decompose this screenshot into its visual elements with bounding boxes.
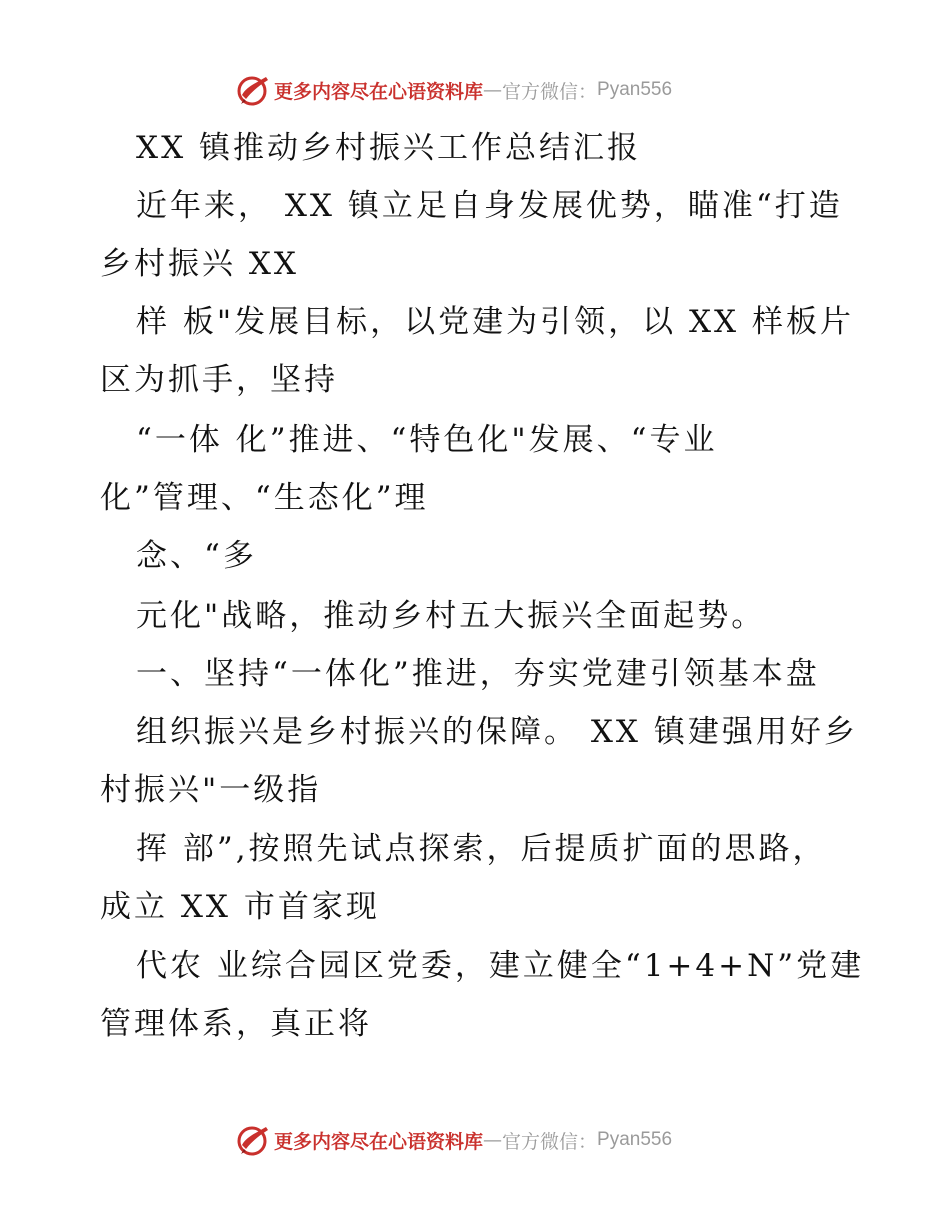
pen-logo-icon bbox=[236, 1123, 270, 1157]
text-line: “一体 化”推进、“特色化"发展、“专业 bbox=[136, 422, 718, 458]
section-heading: 一、坚持“一体化”推进，夯实党建引领基本盘 bbox=[136, 656, 820, 692]
text-line: 组织振兴是乡村振兴的保障。 XX 镇建强用好乡 bbox=[136, 714, 858, 750]
text-line: 成立 XX 市首家现 bbox=[100, 889, 380, 925]
text-line: 念、“多 bbox=[136, 538, 257, 574]
text-line: 近年来， XX 镇立足自身发展优势，瞄准“打造 bbox=[136, 188, 843, 224]
text-line: 样 板"发展目标，以党建为引领，以 XX 样板片 bbox=[136, 304, 854, 340]
watermark-contact-label: 官方微信： bbox=[502, 80, 598, 103]
text-line: 乡村振兴 XX bbox=[100, 246, 299, 282]
watermark-brand-text: 更多内容尽在心语资料库 bbox=[274, 1130, 484, 1153]
watermark-wechat-id: Pyan556 bbox=[597, 1129, 673, 1150]
text-line: 管理体系，真正将 bbox=[100, 1006, 372, 1042]
document-title: XX 镇推动乡村振兴工作总结汇报 bbox=[136, 130, 641, 166]
text-line: 挥 部”,按照先试点探索，后提质扩面的思路， bbox=[136, 831, 827, 867]
text-line: 村振兴"一级指 bbox=[100, 772, 322, 808]
watermark-wechat-id: Pyan556 bbox=[597, 79, 673, 100]
watermark-dash: — bbox=[483, 79, 503, 101]
watermark-dash: — bbox=[483, 1129, 503, 1151]
watermark-contact-label: 官方微信： bbox=[502, 1130, 598, 1153]
text-line: 区为抓手，坚持 bbox=[100, 362, 338, 398]
text-line: 化”管理、“生态化”理 bbox=[100, 480, 429, 516]
text-line: 代农 业综合园区党委，建立健全“1+4+N”党建 bbox=[136, 948, 865, 984]
footer-watermark bbox=[236, 1123, 672, 1157]
watermark-brand-text: 更多内容尽在心语资料库 bbox=[274, 80, 484, 103]
text-line: 元化"战略，推动乡村五大振兴全面起势。 bbox=[136, 598, 766, 634]
